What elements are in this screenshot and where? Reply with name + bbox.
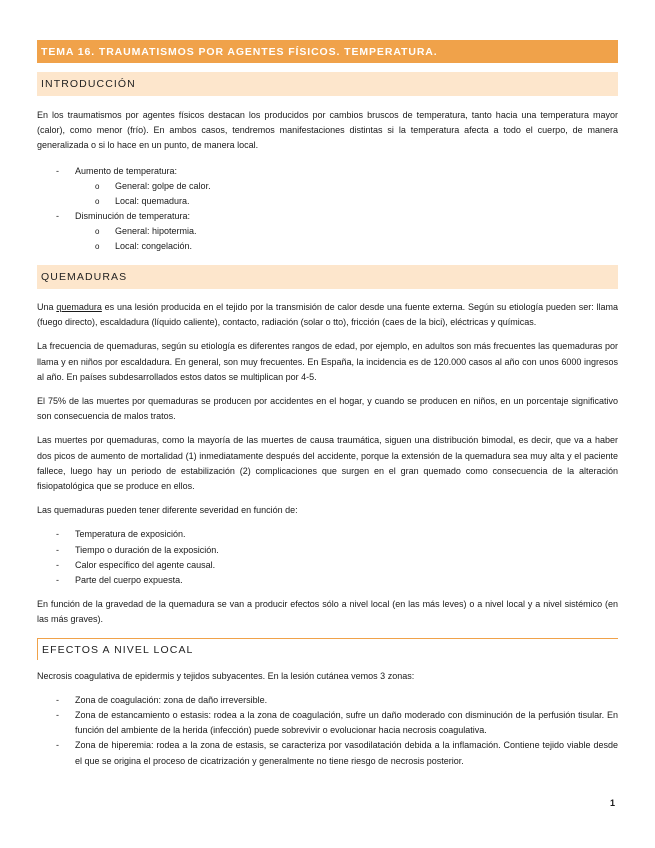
list-item: - Zona de hiperemia: rodea a la zona de estasis, se caracteriza por vasodilatación debida a la inflamación. Contiene tejido viable desde el que se origina el proceso de cicatrización y generalmente no tiene riesgo de necrosis posterior.	[37, 738, 618, 768]
zones-list	[37, 693, 618, 769]
quemaduras-definition-paragraph: Una quemadura es una lesión producida en el tejido por la transmisión de calor desde una fuente externa. Según su etiología pueden ser: llama (fuego directo), escaldadura (líquido caliente), contacto, radiación (solar o tto), fricción (caes de la bici), eléctricas y químicas.	[37, 302, 618, 328]
section-heading-introduccion: INTRODUCCIÓN	[37, 72, 618, 96]
document-title: TEMA 16. TRAUMATISMOS POR AGENTES FÍSICOS. TEMPERATURA.	[37, 40, 618, 63]
list-item: o Local: quemadura.	[37, 194, 618, 209]
list-item: - Zona de estancamiento o estasis: rodea a la zona de coagulación, sufre un daño moderado con disminución de la perfusión tisular. En función del ambiente de la herida (infección) puede sobrevivir o evolucionar hacia necrosis coagulativa.	[37, 708, 618, 738]
list-item: - Temperatura de exposición.	[37, 527, 618, 542]
list-item: - Zona de coagulación: zona de daño irreversible.	[37, 693, 618, 708]
temperature-list	[37, 164, 618, 254]
severity-list	[37, 527, 618, 588]
list-item: - Aumento de temperatura: o General: golpe de calor. o Local: quemadura.	[37, 164, 618, 209]
quemaduras-bimodal-paragraph: Las muertes por quemaduras, como la mayoría de las muertes de causa traumática, siguen una distribución bimodal, es decir, que va a haber dos picos de aumento de mortalidad (1) inmediatamente después del accidente, porque la extensión de la quemadura sea muy alta y el paciente fallece, luego hay un periodo de estabilización (2) complicaciones que surgen en el gran quemado como consecuencia de la alteración fisiopatológica que se produce en ellos.	[37, 435, 618, 492]
document-page	[37, 40, 618, 769]
list-item: - Parte del cuerpo expuesta.	[37, 573, 618, 588]
list-item: - Calor específico del agente causal.	[37, 558, 618, 573]
quemaduras-frequency-paragraph: La frecuencia de quemaduras, según su etiología es diferentes rangos de edad, por ejemplo, en adultos son más frecuentes las quemaduras por llama y en niños por escaldadura. En general, son muy frecuentes. En España, la incidencia es de 120.000 casos al año con unos 6000 ingresos al año. En países subdesarrollados estos datos se multiplican por 4-5.	[37, 341, 618, 382]
list-item: o General: golpe de calor.	[37, 179, 618, 194]
list-item: o Local: congelación.	[37, 239, 618, 254]
intro-paragraph: En los traumatismos por agentes físicos destacan los producidos por cambios bruscos de temperatura, tanto hacia una temperatura mayor (calor), como menor (frío). En ambos casos, tendremos manifestaciones distintas si la temperatura afecta a todo el cuerpo, de manera generalizada o si lo hace en un punto, de manera local.	[37, 110, 618, 151]
quemaduras-mortality-paragraph: El 75% de las muertes por quemaduras se producen por accidentes en el hogar, y cuando se producen en niños, en un porcentaje significativo son consecuencia de malos tratos.	[37, 396, 618, 422]
list-item: o General: hipotermia.	[37, 224, 618, 239]
quemaduras-severity-intro: Las quemaduras pueden tener diferente severidad en función de:	[37, 505, 298, 516]
section-heading-quemaduras: QUEMADURAS	[37, 265, 618, 289]
section-heading-efectos: EFECTOS A NIVEL LOCAL	[37, 638, 618, 660]
list-item: - Disminución de temperatura: o General: hipotermia. o Local: congelación.	[37, 209, 618, 254]
efectos-intro-paragraph: Necrosis coagulativa de epidermis y tejidos subyacentes. En la lesión cutánea vemos 3 zonas:	[37, 670, 415, 681]
list-item: - Tiempo o duración de la exposición.	[37, 543, 618, 558]
page-number: 1	[610, 798, 616, 808]
quemaduras-effects-paragraph: En función de la gravedad de la quemadura se van a producir efectos sólo a nivel local (en las más leves) o a nivel local y a nivel sistémico (en las más graves).	[37, 599, 618, 625]
